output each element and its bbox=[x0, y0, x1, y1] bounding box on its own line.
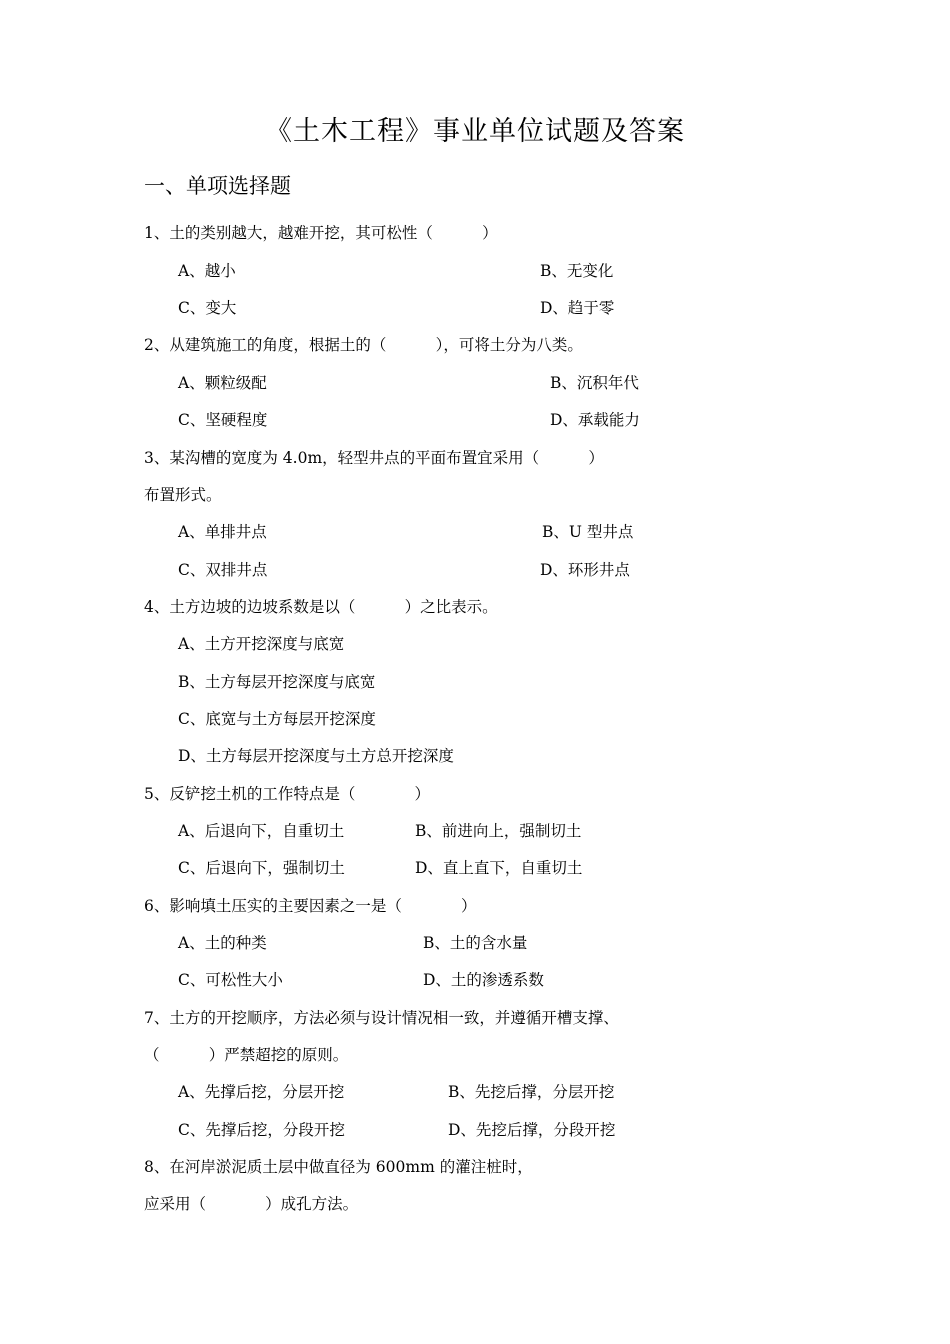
question-5-option-d: D、直上直下，自重切土 bbox=[415, 859, 583, 877]
question-3-option-a: A、单排井点 bbox=[178, 523, 267, 541]
question-4-option-d: D、土方每层开挖深度与土方总开挖深度 bbox=[178, 747, 454, 765]
question-5-option-a: A、后退向下，自重切土 bbox=[178, 822, 345, 840]
question-2-option-b: B、沉积年代 bbox=[550, 374, 639, 392]
question-1-stem: 1、土的类别越大，越难开挖，其可松性（ ） bbox=[144, 224, 498, 242]
question-4-option-a: A、土方开挖深度与底宽 bbox=[178, 635, 345, 653]
question-3-stem-line-1: 3、某沟槽的宽度为 4.0m，轻型井点的平面布置宜采用（ ） bbox=[144, 449, 604, 467]
question-5-stem: 5、反铲挖土机的工作特点是（ ） bbox=[144, 785, 430, 803]
question-1-option-d: D、趋于零 bbox=[540, 299, 615, 317]
question-8-stem-line-1: 8、在河岸淤泥质土层中做直径为 600mm 的灌注桩时， bbox=[144, 1158, 533, 1176]
question-1-option-a: A、越小 bbox=[178, 262, 236, 280]
document-title: 《土木工程》事业单位试题及答案 bbox=[265, 116, 685, 147]
question-7-option-d: D、先挖后撑，分段开挖 bbox=[448, 1121, 616, 1139]
question-4-stem: 4、土方边坡的边坡系数是以（ ）之比表示。 bbox=[144, 598, 498, 616]
question-7-option-a: A、先撑后挖，分层开挖 bbox=[178, 1083, 345, 1101]
question-7-stem-line-2: （ ）严禁超挖的原则。 bbox=[144, 1046, 349, 1064]
question-3-stem-line-2: 布置形式。 bbox=[144, 486, 222, 504]
question-1-option-c: C、变大 bbox=[178, 299, 237, 317]
section-heading: 一、单项选择题 bbox=[144, 174, 291, 198]
question-6-option-b: B、土的含水量 bbox=[423, 934, 528, 952]
question-6-option-a: A、土的种类 bbox=[178, 934, 267, 952]
question-6-stem: 6、影响填土压实的主要因素之一是（ ） bbox=[144, 897, 477, 915]
question-6-option-c: C、可松性大小 bbox=[178, 971, 283, 989]
question-2-stem: 2、从建筑施工的角度，根据土的（ ），可将土分为八类。 bbox=[144, 336, 583, 354]
question-8-stem-line-2: 应采用（ ）成孔方法。 bbox=[144, 1195, 359, 1213]
question-7-option-c: C、先撑后挖，分段开挖 bbox=[178, 1121, 345, 1139]
question-7-stem-line-1: 7、土方的开挖顺序，方法必须与设计情况相一致，并遵循开槽支撑、 bbox=[144, 1009, 619, 1027]
question-5-option-b: B、前进向上，强制切土 bbox=[415, 822, 582, 840]
question-3-option-c: C、双排井点 bbox=[178, 561, 268, 579]
question-3-option-b: B、U 型井点 bbox=[542, 523, 634, 541]
question-4-option-c: C、底宽与土方每层开挖深度 bbox=[178, 710, 376, 728]
question-2-option-c: C、坚硬程度 bbox=[178, 411, 268, 429]
question-7-option-b: B、先挖后撑，分层开挖 bbox=[448, 1083, 615, 1101]
question-3-option-d: D、环形井点 bbox=[540, 561, 630, 579]
question-4-option-b: B、土方每层开挖深度与底宽 bbox=[178, 673, 376, 691]
question-6-option-d: D、土的渗透系数 bbox=[423, 971, 544, 989]
question-2-option-d: D、承载能力 bbox=[550, 411, 640, 429]
question-2-option-a: A、颗粒级配 bbox=[178, 374, 267, 392]
question-1-option-b: B、无变化 bbox=[540, 262, 614, 280]
question-5-option-c: C、后退向下，强制切土 bbox=[178, 859, 345, 877]
